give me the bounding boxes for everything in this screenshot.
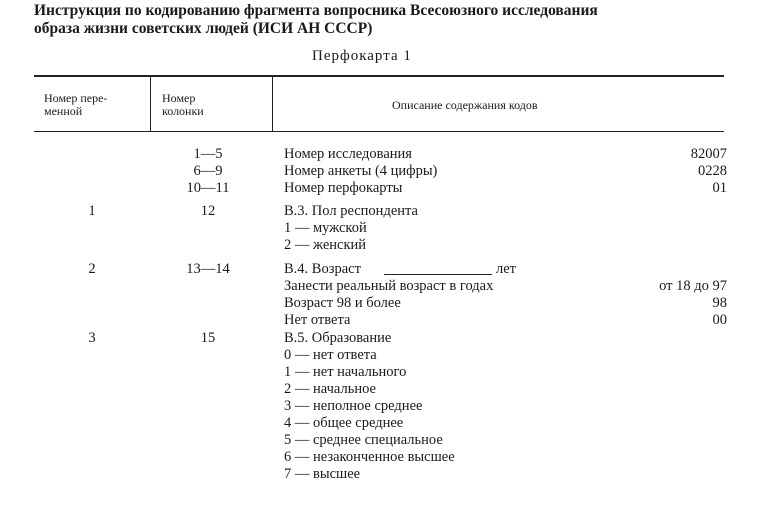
code-value: 00: [712, 312, 727, 328]
code-description: 1 — нет начального: [284, 364, 407, 380]
code-description: 0 — нет ответа: [284, 347, 377, 363]
code-description: 6 — незаконченное высшее: [284, 449, 455, 465]
code-value: 98: [712, 295, 727, 311]
header-var-line-2: менной: [44, 104, 83, 118]
code-description: 2 — начальное: [284, 381, 376, 397]
punch-card-label: Перфокарта 1: [312, 48, 412, 64]
code-description: Номер перфокарты: [284, 180, 403, 196]
header-col-line-2: колонки: [162, 104, 204, 118]
code-value: 82007: [690, 146, 727, 162]
code-description: Возраст 98 и более: [284, 295, 401, 311]
header-var-line-1: Номер пере-: [44, 91, 108, 105]
code-description: В.4. Возраст: [284, 261, 361, 277]
code-description: 7 — высшее: [284, 466, 361, 482]
code-description: В.3. Пол респондента: [284, 203, 418, 219]
code-description: В.5. Образование: [284, 330, 392, 346]
column-number: 6—9: [193, 163, 223, 179]
code-description: 3 — неполное среднее: [284, 398, 423, 414]
code-description: Номер анкеты (4 цифры): [284, 163, 438, 179]
header-divider-2: [272, 77, 273, 131]
header-description: Описание содержания кодов: [392, 98, 538, 112]
column-number: 15: [200, 330, 216, 346]
code-value: 0228: [698, 163, 727, 179]
column-number: 12: [200, 203, 216, 219]
title-line-1: Инструкция по кодированию фрагмента вопросника Всесоюзного исследования: [34, 2, 598, 19]
column-number: 1—5: [193, 146, 223, 162]
column-number: 13—14: [186, 261, 230, 277]
code-description: Занести реальный возраст в годах: [284, 278, 494, 294]
code-description: 2 — женский: [284, 237, 367, 253]
title-line-2: образа жизни советских людей (ИСИ АН СССР): [34, 20, 373, 37]
variable-number: 2: [88, 261, 96, 277]
column-number: 10—11: [186, 180, 230, 196]
header-divider-1: [150, 77, 151, 131]
header-col-line-1: Номер: [162, 91, 196, 105]
variable-number: 1: [88, 203, 96, 219]
header-column-number: [162, 92, 204, 118]
code-value: от 18 до 97: [659, 278, 727, 294]
age-unit: лет: [496, 261, 517, 277]
code-description: Номер исследования: [284, 146, 412, 162]
code-value: 01: [712, 180, 727, 196]
code-description: 5 — среднее специальное: [284, 432, 443, 448]
table-header-rule: [34, 131, 724, 132]
code-description: Нет ответа: [284, 312, 351, 328]
header-var-number: [44, 92, 107, 118]
table-top-rule: [34, 75, 724, 77]
variable-number: 3: [88, 330, 96, 346]
code-description: 1 — мужской: [284, 220, 367, 236]
age-blank-line: [384, 274, 492, 275]
code-description: 4 — общее среднее: [284, 415, 404, 431]
